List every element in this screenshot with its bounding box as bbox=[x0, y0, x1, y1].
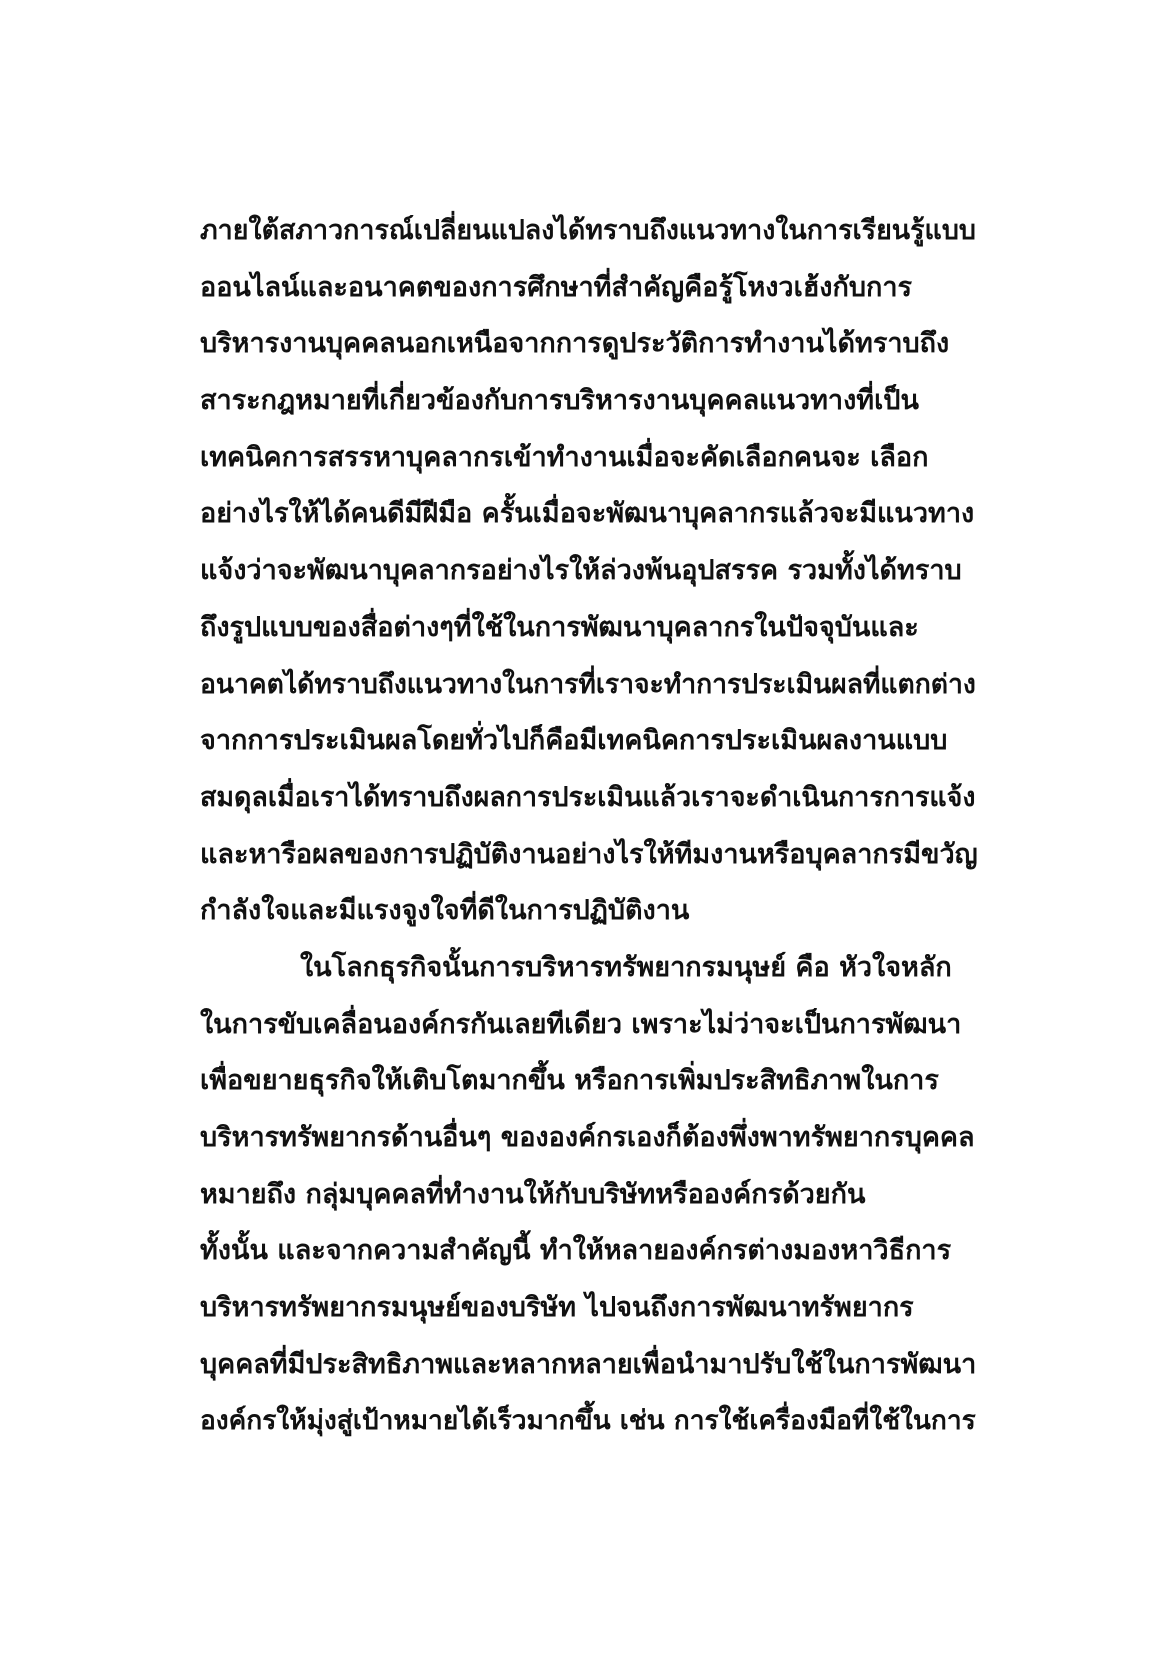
body-text bbox=[200, 203, 980, 1450]
text-line: ออนไลน์และอนาคตของการศึกษาที่สำคัญคือรู้โหงวเฮ้งกับการ bbox=[200, 271, 912, 303]
text-line: หมายถึง กลุ่มบุคคลที่ทำงานให้กับบริษัทหรือองค์กรด้วยกัน bbox=[200, 1178, 866, 1210]
text-line: องค์กรให้มุ่งสู่เป้าหมายได้เร็วมากขึ้น เช่น การใช้เครื่องมือที่ใช้ในการ bbox=[200, 1405, 976, 1437]
paragraph-first-line: ในโลกธุรกิจนั้นการบริหารทรัพยากรมนุษย์ คือ หัวใจหลัก bbox=[300, 951, 952, 983]
text-line: บุคคลที่มีประสิทธิภาพและหลากหลายเพื่อนำมาปรับใช้ในการพัฒนา bbox=[200, 1348, 977, 1380]
text-line: ทั้งนั้น และจากความสำคัญนี้ ทำให้หลายองค์กรต่างมองหาวิธีการ bbox=[200, 1235, 952, 1267]
text-line: บริหารทรัพยากรด้านอื่นๆ ขององค์กรเองก็ต้องพึ่งพาทรัพยากรบุคคล bbox=[200, 1122, 975, 1153]
text-line: ถึงรูปแบบของสื่อต่างๆที่ใช้ในการพัฒนาบุคลากรในปัจจุบันและ bbox=[200, 611, 919, 643]
text-line: บริหารงานบุคคลนอกเหนือจากการดูประวัติการทำงานได้ทราบถึง bbox=[200, 328, 950, 360]
text-line: แจ้งว่าจะพัฒนาบุคลากรอย่างไรให้ล่วงพ้นอุปสรรค รวมทั้งได้ทราบ bbox=[200, 555, 962, 587]
text-line: อนาคตได้ทราบถึงแนวทางในการที่เราจะทำการประเมินผลที่แตกต่าง bbox=[200, 668, 976, 700]
text-line: สมดุลเมื่อเราได้ทราบถึงผลการประเมินแล้วเราจะดำเนินการการแจ้ง bbox=[200, 781, 976, 813]
text-line: จากการประเมินผลโดยทั่วไปก็คือมีเทคนิคการประเมินผลงานแบบ bbox=[200, 725, 948, 757]
text-line: ในการขับเคลื่อนองค์กรกันเลยทีเดียว เพราะไม่ว่าจะเป็นการพัฒนา bbox=[200, 1008, 962, 1040]
text-line: ภายใต้สภาวการณ์เปลี่ยนแปลงได้ทราบถึงแนวทางในการเรียนรู้แบบ bbox=[200, 215, 976, 246]
text-line: อย่างไรให้ได้คนดีมีฝีมือ ครั้นเมื่อจะพัฒนาบุคลากรแล้วจะมีแนวทาง bbox=[200, 498, 975, 530]
text-line: และหารือผลของการปฏิบัติงานอย่างไรให้ทีมงานหรือบุคลากรมีขวัญ bbox=[200, 838, 978, 870]
text-line: กำลังใจและมีแรงจูงใจที่ดีในการปฏิบัติงาน bbox=[200, 895, 690, 927]
text-line: เทคนิคการสรรหาบุคลากรเข้าทำงานเมื่อจะคัดเลือกคนจะ เลือก bbox=[200, 441, 929, 473]
text-line: สาระกฎหมายที่เกี่ยวข้องกับการบริหารงานบุคคลแนวทางที่เป็น bbox=[200, 385, 919, 417]
text-line: บริหารทรัพยากรมนุษย์ของบริษัท ไปจนถึงการพัฒนาทรัพยากร bbox=[200, 1292, 914, 1324]
text-line: เพื่อขยายธุรกิจให้เติบโตมากขึ้น หรือการเพิ่มประสิทธิภาพในการ bbox=[200, 1065, 939, 1097]
